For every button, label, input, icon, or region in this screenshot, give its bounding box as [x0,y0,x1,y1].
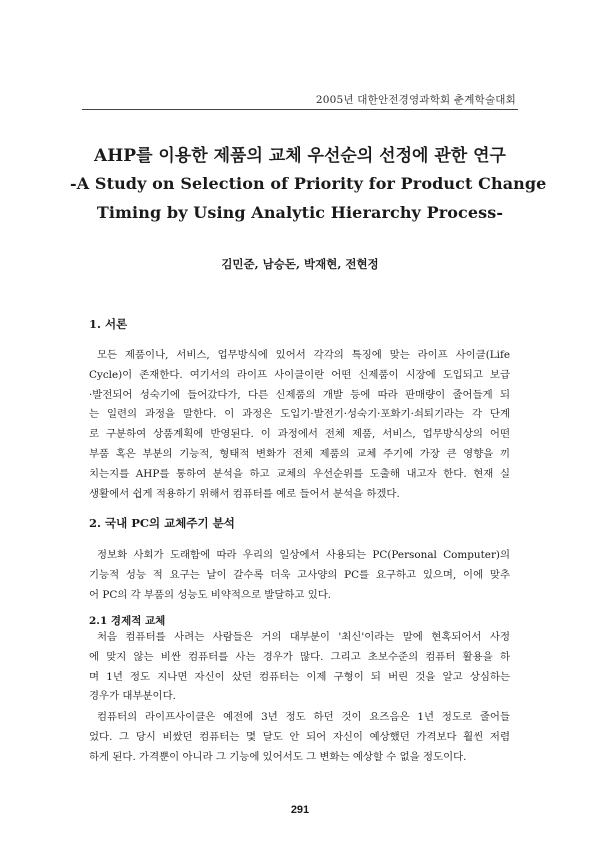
text-line: 부품 혹은 부분의 기능적, 형태적 변화가 전체 제품의 교체 주기에 가장 큰 영향을 끼 [89,447,510,460]
text-line: 모든 제품이나, 서비스, 업무방식에 있어서 각각의 특징에 맞는 라이프 사이클(Life [97,349,510,361]
text-line: 생활에서 쉽게 적용하기 위해서 컴퓨터를 예로 들어서 분석을 하겠다. [89,487,400,500]
paragraph-introduction [89,346,510,504]
text-line: 었다. 그 당시 비쌌던 컴퓨터는 몇 달도 안 되어 자신이 예상했던 가격보다 훨씬 저렴 [89,730,510,743]
section-heading-pc-cycle: 2. 국내 PC의 교체주기 분석 [89,516,235,530]
text-line: 로 구분하여 상품계획에 반영된다. 이 과정에서 전체 제품, 서비스, 업무방식상의 어떤 [89,428,510,441]
text-line: 정보화 사회가 도래함에 따라 우리의 일상에서 사용되는 PC(Personal Computer)의 [97,549,510,561]
text-line: 경우가 대부분이다. [89,690,176,703]
title-korean: AHP를 이용한 제품의 교체 우선순의 선정에 관한 연구 [94,146,506,166]
text-line: 컴퓨터의 라이프사이클은 예전에 3년 정도 하던 것이 요즈음은 1년 정도로 줄어들 [97,711,510,723]
page-number: 291 [290,804,310,816]
authors: 김민준, 남승돈, 박재현, 전현정 [221,257,379,271]
text-line: 치는지를 AHP를 통하여 분석을 하고 교체의 우선순위를 도출해 내고자 한다. 현재 실 [89,467,510,480]
header-rule [82,109,518,110]
paragraph-economic-2 [89,708,510,767]
paragraph-economic-1 [89,628,510,707]
paragraph-pc-cycle [89,546,510,605]
running-header: 2005년 대한안전경영과학회 춘계학술대회 [315,94,516,106]
text-line: 에 맞지 않는 비싼 컴퓨터를 사는 경우가 많다. 그리고 초보수준의 컴퓨터 활용을 하 [89,650,510,663]
text-line: 기능적 성능 적 요구는 날이 갈수록 더욱 고사양의 PC를 요구하고 있으며, 이에 맞추 [89,568,510,581]
text-line: ·발전되어 성숙기에 들어갔다가, 다른 신제품의 개발 등에 따라 판매량이 줄어들게 되 [89,388,510,401]
section-heading-introduction: 1. 서론 [89,317,128,331]
title-english-line-1: -A Study on Selection of Priority for Product Change [70,174,547,193]
text-line: 처음 컴퓨터를 사려는 사람들은 거의 대부분이 '최신'이라는 말에 현혹되어서 사정 [97,631,510,643]
text-line: 하게 된다. 가격뿐이 아니라 그 기능에 있어서도 그 변화는 예상할 수 없을 정도이다. [89,750,467,763]
text-line: 어 PC의 각 부품의 성능도 비약적으로 발달하고 있다. [89,588,332,601]
subsection-heading-economic-replacement: 2.1 경제적 교체 [89,615,166,627]
text-line: 며 1년 정도 지나면 자신이 샀던 컴퓨터는 이제 구형이 되 버린 것을 알고 상심하는 [89,670,510,683]
title-english-line-2: Timing by Using Analytic Hierarchy Process- [96,203,504,222]
text-line: Cycle)이 존재한다. 여기서의 라이프 사이클이란 어떤 신제품이 시장에 도입되고 보급 [89,368,510,381]
text-line: 는 일련의 과정을 말한다. 이 과정은 도입기·발전기·성숙기·포화기·쇠퇴기라는 각 단계 [89,408,510,421]
title-block [70,143,547,227]
